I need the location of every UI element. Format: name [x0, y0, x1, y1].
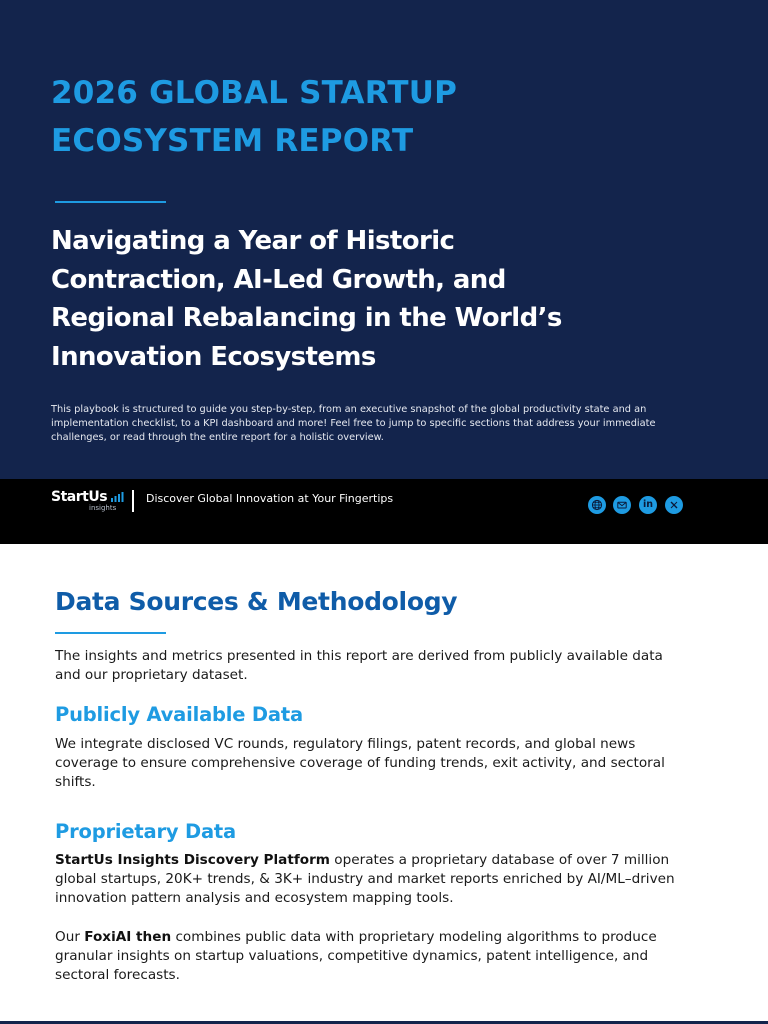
globe-icon-glyph [591, 499, 603, 511]
text-line: granular insights on startup valuations, competitive dynamics, patent intelligence, and [55, 948, 649, 965]
subtitle-line: Regional Rebalancing in the World’s [51, 303, 562, 333]
logo-separator [132, 490, 134, 512]
logo-wordmark: StartUs [51, 489, 108, 505]
x-icon[interactable] [665, 496, 683, 514]
public-data-paragraph [55, 735, 695, 793]
intro-line: challenges, or read through the entire report for a holistic overview. [51, 432, 384, 443]
section-title-methodology: Data Sources & Methodology [55, 587, 458, 616]
subtitle-line: Innovation Ecosystems [51, 341, 376, 372]
heading-proprietary-data: Proprietary Data [55, 820, 237, 843]
subtitle-line: Contraction, AI-Led Growth, and [51, 264, 506, 295]
methodology-intro [55, 647, 695, 685]
text-line: combines public data with proprietary modeling algorithms to produce [171, 929, 657, 945]
proprietary-platform-paragraph [55, 851, 695, 909]
text-fragment: Our [55, 929, 85, 945]
title-divider [55, 201, 166, 203]
mail-icon[interactable] [613, 496, 631, 514]
text-line: sectoral forecasts. [55, 967, 180, 984]
linkedin-icon[interactable] [639, 496, 657, 514]
text-line: The insights and metrics presented in this report are derived from publicly available data [55, 648, 663, 664]
logo-bars-icon [111, 492, 125, 502]
brand-tagline: Discover Global Innovation at Your Fingertips [146, 492, 394, 505]
globe-icon[interactable] [588, 496, 606, 514]
platform-name: StartUs Insights Discovery Platform [55, 852, 330, 868]
section-divider [55, 632, 166, 634]
startus-insights-logo[interactable] [51, 488, 131, 516]
text-line: innovation pattern analysis and ecosystem mapping tools. [55, 890, 454, 907]
text-line: shifts. [55, 774, 96, 791]
text-line: coverage to ensure comprehensive coverage of funding trends, exit activity, and sectoral [55, 755, 665, 772]
intro-line: implementation checklist, to a KPI dashboard and more! Feel free to jump to specific sections that address your immediate [51, 418, 656, 429]
intro-paragraph [51, 403, 701, 445]
heading-public-data: Publicly Available Data [55, 703, 303, 726]
report-title [51, 69, 731, 165]
text-line: global startups, 20K+ trends, & 3K+ industry and market reports enriched by AI/ML–driven [55, 871, 675, 888]
text-line: We integrate disclosed VC rounds, regulatory filings, patent records, and global news [55, 736, 636, 752]
text-line: and our proprietary dataset. [55, 667, 248, 684]
report-title-line: 2026 GLOBAL STARTUP [51, 75, 458, 111]
report-title-line: ECOSYSTEM REPORT [51, 123, 414, 159]
x-icon-glyph [668, 499, 680, 511]
mail-icon-glyph [616, 499, 628, 511]
text-line: operates a proprietary database of over 7 million [329, 852, 670, 868]
report-subtitle [51, 222, 751, 376]
subtitle-line: Navigating a Year of Historic [51, 226, 455, 256]
logo-subtext: insights [89, 504, 117, 512]
intro-line: This playbook is structured to guide you step-by-step, from an executive snapshot of the global productivity state and an [51, 404, 647, 415]
foxiai-name: FoxiAI then [84, 929, 172, 945]
foxiai-paragraph [55, 928, 695, 986]
linkedin-glyph: in [642, 499, 654, 510]
